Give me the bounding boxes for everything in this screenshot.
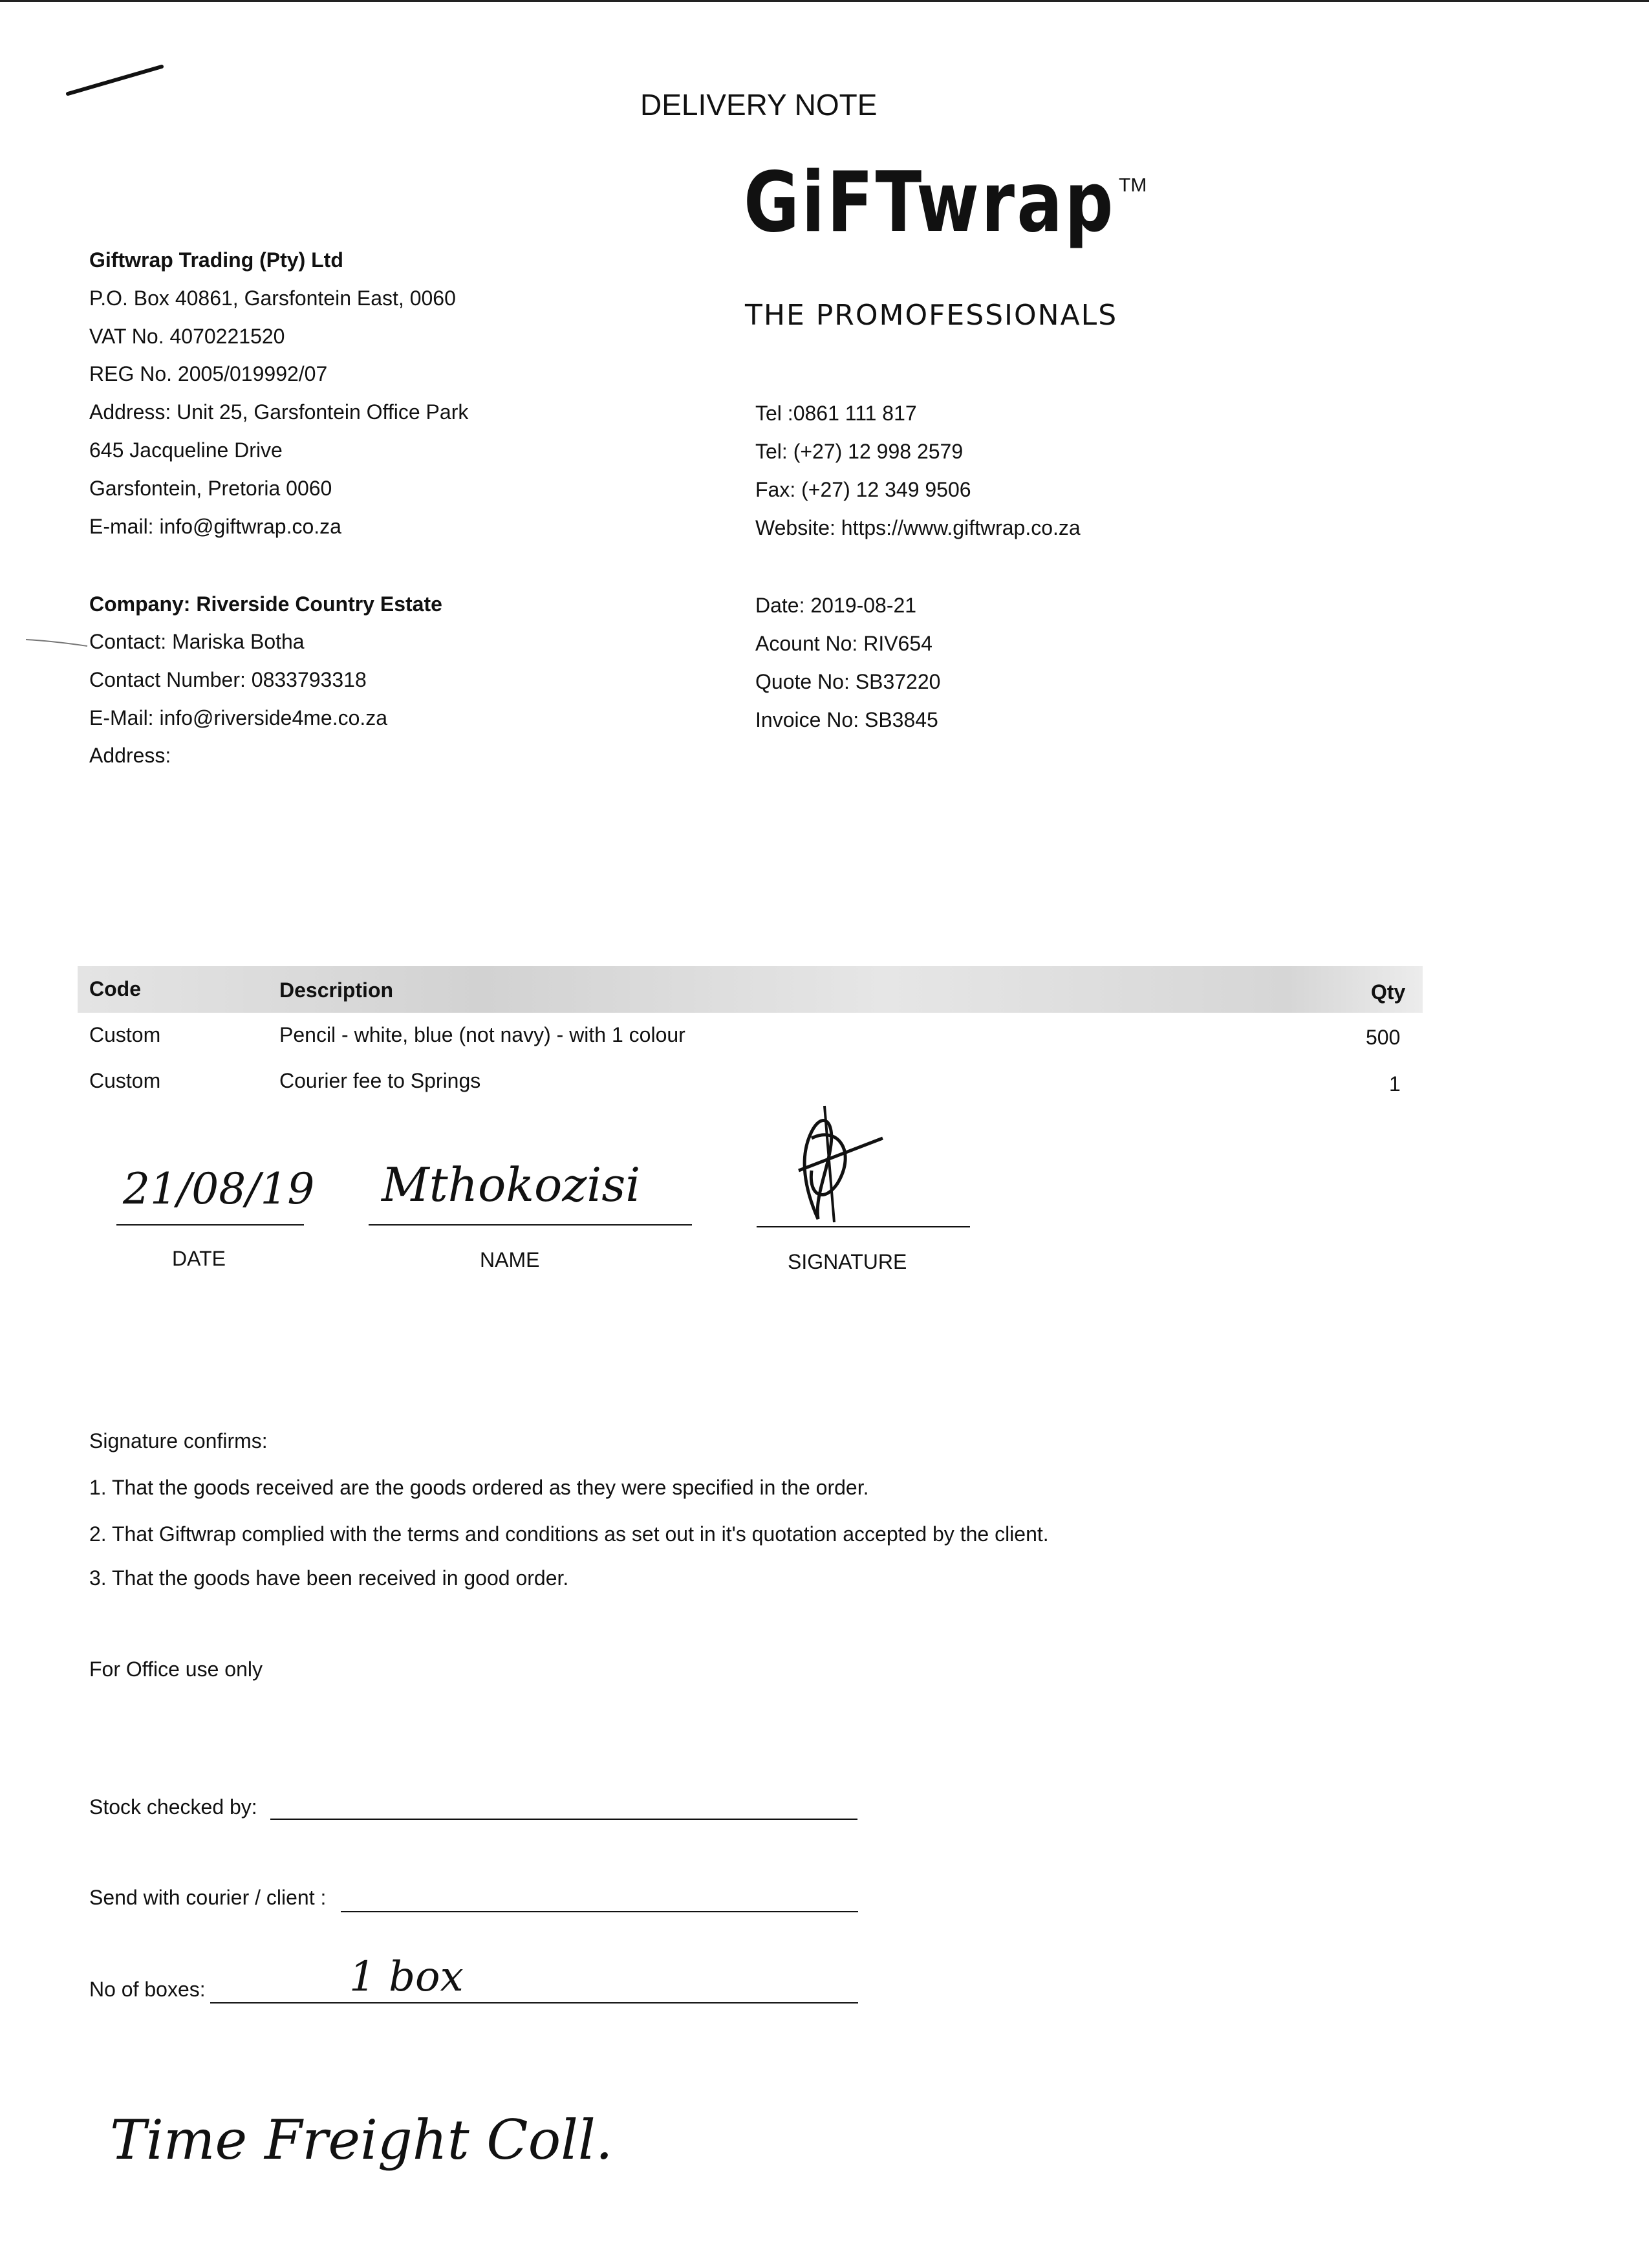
sender-line: Garsfontein, Pretoria 0060 <box>89 477 332 500</box>
logo-wordmark: GiFTwrap <box>744 155 1116 251</box>
order-date: Date: 2019-08-21 <box>755 594 917 617</box>
contact-line: Tel :0861 111 817 <box>755 402 917 425</box>
invoice-number: Invoice No: SB3845 <box>755 708 938 731</box>
quote-number: Quote No: SB37220 <box>755 670 941 693</box>
sender-line: VAT No. 4070221520 <box>89 325 285 348</box>
name-underline <box>369 1224 692 1226</box>
send-with-label: Send with courier / client : <box>89 1886 327 1909</box>
confirmation-heading: Signature confirms: <box>89 1429 268 1453</box>
sender-email: E-mail: info@giftwrap.co.za <box>89 515 341 538</box>
row-description: Pencil - white, blue (not navy) - with 1 colour <box>279 1023 685 1046</box>
row-code: Custom <box>89 1023 161 1046</box>
column-header-qty: Qty <box>1371 980 1406 1004</box>
stock-checked-field <box>270 1819 857 1820</box>
date-underline <box>116 1224 304 1226</box>
sender-name: Giftwrap Trading (Pty) Ltd <box>89 248 343 272</box>
trademark-mark: TM <box>1119 175 1147 196</box>
document-title: DELIVERY NOTE <box>640 88 878 122</box>
contact-line: Tel: (+27) 12 998 2579 <box>755 440 964 463</box>
confirmation-item: 2. That Giftwrap complied with the terms and conditions as set out in it's quotation accepted by the client. <box>89 1522 1049 1546</box>
handwritten-date: 21/08/19 <box>123 1164 315 1214</box>
pen-mark <box>65 61 168 100</box>
sender-line: 645 Jacqueline Drive <box>89 438 283 462</box>
office-use-heading: For Office use only <box>89 1658 263 1681</box>
stock-checked-label: Stock checked by: <box>89 1795 257 1819</box>
website-link: Website: https://www.giftwrap.co.za <box>755 516 1081 539</box>
account-number: Acount No: RIV654 <box>755 632 932 655</box>
sender-line: REG No. 2005/019992/07 <box>89 362 328 385</box>
logo-tagline: THE PROMOFESSIONALS <box>745 299 1118 332</box>
client-line: Contact Number: 0833793318 <box>89 668 367 691</box>
row-qty: 1 <box>1389 1072 1401 1096</box>
sender-line: P.O. Box 40861, Garsfontein East, 0060 <box>89 286 456 310</box>
handwritten-note: Time Freight Coll. <box>110 2108 613 2172</box>
row-description: Courier fee to Springs <box>279 1069 481 1092</box>
date-label: DATE <box>172 1247 226 1270</box>
row-code: Custom <box>89 1069 161 1092</box>
scan-mark <box>26 637 91 650</box>
confirmation-item: 3. That the goods have been received in good order. <box>89 1566 569 1590</box>
contact-line: Fax: (+27) 12 349 9506 <box>755 478 971 501</box>
handwritten-name: Mthokozisi <box>382 1158 641 1212</box>
handwritten-signature <box>773 1099 889 1229</box>
signature-underline <box>757 1226 970 1227</box>
confirmation-item: 1. That the goods received are the goods ordered as they were specified in the order. <box>89 1476 869 1499</box>
sender-line: Address: Unit 25, Garsfontein Office Park <box>89 400 469 424</box>
client-line: Address: <box>89 744 171 767</box>
signature-label: SIGNATURE <box>788 1250 907 1273</box>
column-header-code: Code <box>89 977 141 1000</box>
row-qty: 500 <box>1366 1026 1401 1049</box>
column-header-description: Description <box>279 978 394 1002</box>
send-with-field <box>341 1911 858 1912</box>
client-line: E-Mail: info@riverside4me.co.za <box>89 706 388 729</box>
handwritten-boxes: 1 box <box>349 1953 464 2001</box>
name-label: NAME <box>480 1248 540 1271</box>
client-line: Contact: Mariska Botha <box>89 630 305 653</box>
boxes-label: No of boxes: <box>89 1978 206 2001</box>
boxes-field <box>210 2002 858 2003</box>
client-company: Company: Riverside Country Estate <box>89 592 442 616</box>
scan-edge-line <box>0 0 1649 2</box>
